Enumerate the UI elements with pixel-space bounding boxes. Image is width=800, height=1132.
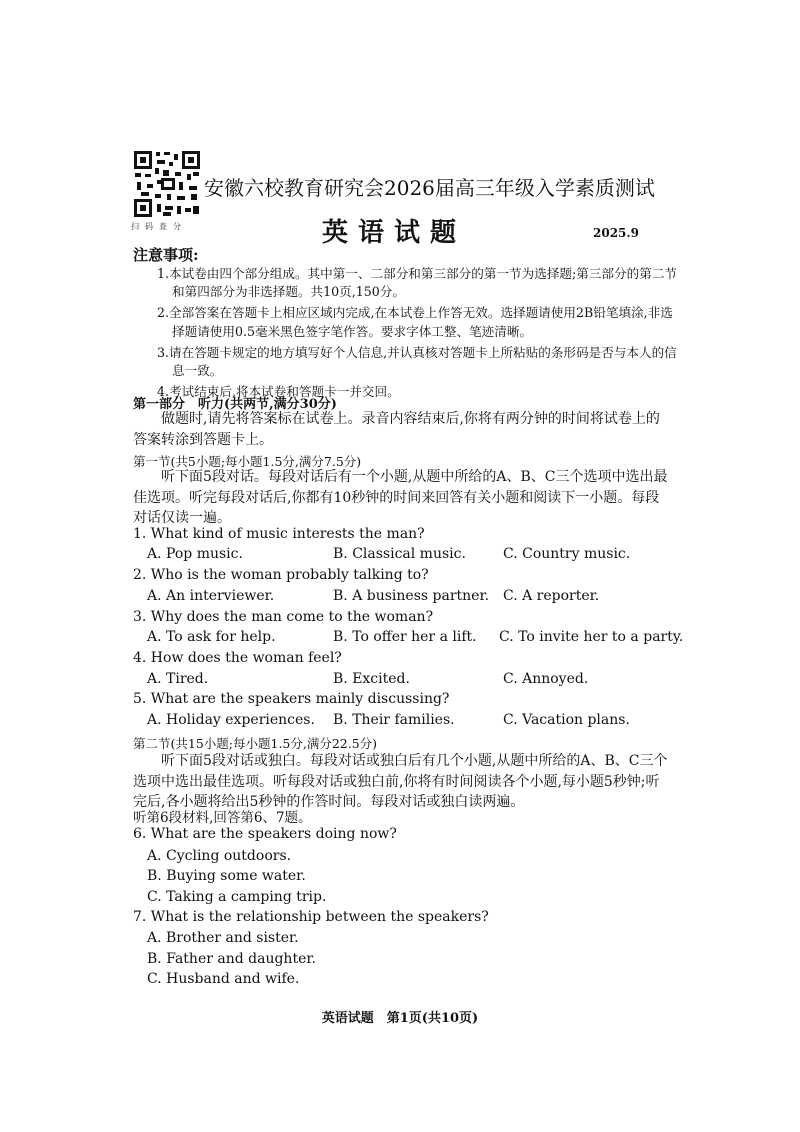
option-b: B. Their families. xyxy=(333,712,455,728)
qr-code[interactable] xyxy=(133,150,201,218)
section1-heading: 第一节(共5小题;每小题1.5分,满分7.5分) xyxy=(133,454,362,469)
question: 7. What is the relationship between the speakers? xyxy=(133,909,489,925)
option-a: A. Brother and sister. xyxy=(147,930,299,946)
option-c: C. To invite her to a party. xyxy=(499,629,684,645)
option-b: B. Buying some water. xyxy=(147,868,306,884)
option-b: B. A business partner. xyxy=(333,588,490,604)
option-c: C. Annoyed. xyxy=(503,671,589,687)
note-item: 4.考试结束后,将本试卷和答题卡一并交回。 xyxy=(157,384,400,400)
option-c: C. A reporter. xyxy=(503,588,600,604)
page-footer: 英语试题 第1页(共10页) xyxy=(321,1011,479,1026)
question: 3. Why does the man come to the woman? xyxy=(133,609,434,625)
option-a: A. Pop music. xyxy=(147,546,243,562)
material-note: 听第6段材料,回答第6、7题。 xyxy=(133,810,312,826)
option-c: C. Country music. xyxy=(503,546,631,562)
option-b: B. Classical music. xyxy=(333,546,466,562)
option-a: A. An interviewer. xyxy=(147,588,275,604)
option-a: A. To ask for help. xyxy=(147,629,276,645)
note-item: 3.请在答题卡规定的地方填写好个人信息,并认真核对答题卡上所粘贴的条形码是否与本人的信息一致。 xyxy=(157,344,677,379)
exam-title: 安徽六校教育研究会2026届高三年级入学素质测试 xyxy=(204,176,655,200)
option-c: C. Vacation plans. xyxy=(503,712,630,728)
notes-list xyxy=(157,265,677,404)
question: 6. What are the speakers doing now? xyxy=(133,826,397,842)
section1-intro: 听下面5段对话。每段对话后有一个小题,从题中所给的A、B、C三个选项中选出最佳选项。听完每段对话后,你都有10秒钟的时间来回答有关小题和阅读下一小题。每段对话仅读一遍。 xyxy=(133,469,668,526)
question: 1. What kind of music interests the man? xyxy=(133,526,425,542)
note-item: 2.全部答案在答题卡上相应区域内完成,在本试卷上作答无效。选择题请使用2B铅笔填涂,非选择题请使用0.5毫米黑色签字笔作答。要求字体工整、笔迹清晰。 xyxy=(157,305,673,339)
question: 4. How does the woman feel? xyxy=(133,650,342,666)
note-item: 1.本试卷由四个部分组成。其中第一、二部分和第三部分的第一节为选择题;第三部分的第二节和第四部分为非选择题。共10页,150分。 xyxy=(157,266,678,300)
option-a: A. Cycling outdoors. xyxy=(147,848,292,864)
option-c: C. Husband and wife. xyxy=(147,971,300,987)
part1-heading: 第一部分 听力(共两节,满分30分) xyxy=(133,397,337,412)
qr-caption: 扫码查分 xyxy=(131,222,187,231)
option-c: C. Taking a camping trip. xyxy=(147,889,327,905)
question: 2. Who is the woman probably talking to? xyxy=(133,567,429,583)
part1-intro: 做题时,请先将答案标在试卷上。录音内容结束后,你将有两分钟的时间将试卷上的答案转涂到答题卡上。 xyxy=(133,411,660,448)
question: 5. What are the speakers mainly discussing? xyxy=(133,691,450,707)
section2-intro: 听下面5段对话或独白。每段对话或独白后有几个小题,从题中所给的A、B、C三个选项中选出最佳选项。听每段对话或独白前,你将有时间阅读各个小题,每小题5秒钟;听完后,各小题将给出5秒钟的作答时间。每段对话或独白读两遍。 xyxy=(133,753,668,810)
option-b: B. Excited. xyxy=(333,671,410,687)
notes-heading: 注意事项: xyxy=(133,246,199,264)
option-b: B. Father and daughter. xyxy=(147,951,316,967)
exam-date: 2025.9 xyxy=(593,226,639,240)
qr-code-icon xyxy=(133,150,201,218)
option-b: B. To offer her a lift. xyxy=(333,629,477,645)
subject-title: 英语试题 xyxy=(322,218,467,248)
section2-heading: 第二节(共15小题;每小题1.5分,满分22.5分) xyxy=(133,736,378,751)
option-a: A. Tired. xyxy=(147,671,209,687)
option-a: A. Holiday experiences. xyxy=(147,712,315,728)
